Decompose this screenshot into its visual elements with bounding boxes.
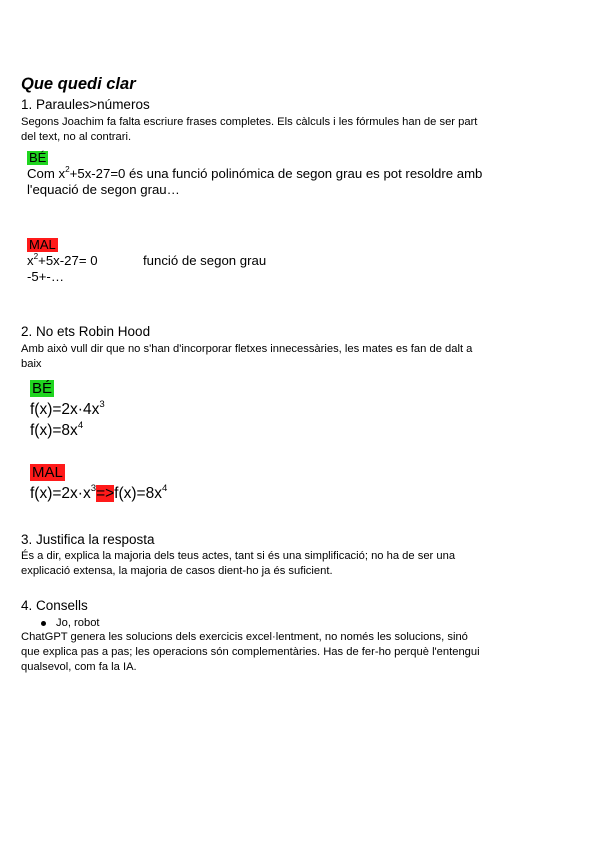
- section-2-heading: 2. No ets Robin Hood: [21, 324, 151, 339]
- section-1-heading: 1. Paraules>números: [21, 97, 150, 112]
- section-1-intro-line-1: Segons Joachim fa falta escriure frases completes. Els càlculs i les fórmules han de ser part: [21, 116, 478, 128]
- document-page: [21, 74, 541, 675]
- bad-right-text: funció de segon grau: [143, 253, 267, 268]
- section-2-intro-line-2: baix: [21, 358, 42, 370]
- section-2-intro-line-1: Amb això vull dir que no s'han d'incorporar fletxes innecessàries, les mates es fan de dalt a: [21, 343, 473, 355]
- formula: f(x)=8x: [30, 422, 78, 439]
- section-1-bad-line-2: -5+-…: [27, 269, 65, 284]
- exponent: 2: [33, 252, 39, 262]
- good-tag: BÉ: [32, 380, 53, 397]
- section-1-good-line-2: l'equació de segon grau…: [27, 182, 180, 197]
- section-2-good-example: [30, 378, 541, 399]
- section-4-line-1: ChatGPT genera les solucions dels exercicis excel·lentment, no només les solucions, sinó: [21, 631, 468, 643]
- section-4-line-2: que explica pas a pas; les operacions són complementàries. Has de fer-ho perquè l'entengui: [21, 646, 480, 658]
- bad-text: x: [27, 253, 34, 268]
- bad-tag: MAL: [29, 237, 56, 252]
- section-2-bad-example: [30, 462, 541, 483]
- formula: f(x)=2x·4x: [30, 401, 100, 418]
- bad-tag: MAL: [32, 464, 63, 481]
- arrow-highlight: =>: [96, 485, 115, 502]
- section-1-good-example: [27, 150, 541, 166]
- good-text: +5x-27=0 és una funció polinómica de segon grau es pot resoldre amb: [69, 166, 483, 181]
- exponent: 4: [77, 420, 84, 432]
- section-2-good-line-2: [30, 420, 541, 441]
- section-1-intro-line-2: del text, no al contrari.: [21, 131, 132, 143]
- good-text: Com x: [27, 166, 66, 181]
- section-2-good-line-1: [30, 399, 541, 420]
- exponent: 3: [99, 399, 105, 411]
- section-1-bad-line-1: [27, 253, 541, 269]
- section-4-heading: 4. Consells: [21, 598, 88, 613]
- section-4-line-3: qualsevol, com fa la IA.: [21, 661, 137, 673]
- page-title: Que quedi clar: [21, 75, 136, 93]
- formula: f(x)=2x·x: [30, 485, 91, 502]
- section-3-line-2: explicació extensa, la majoria de casos dient-ho ja és suficient.: [21, 565, 333, 577]
- exponent: 4: [161, 483, 168, 495]
- bullet-text: Jo, robot: [56, 617, 100, 629]
- section-2-bad-line: [30, 483, 541, 504]
- section-1-bad-example: [27, 237, 541, 253]
- exponent: 2: [65, 165, 70, 175]
- formula: f(x)=8x: [114, 485, 162, 502]
- section-3-heading: 3. Justifica la resposta: [21, 532, 155, 547]
- bullet-dot: [41, 621, 46, 626]
- bad-text: +5x-27= 0: [38, 253, 98, 268]
- bullet-item: [21, 616, 541, 630]
- section-3-line-1: És a dir, explica la majoria dels teus actes, tant si és una simplificació; no ha de ser una: [21, 550, 456, 562]
- good-tag: BÉ: [29, 150, 47, 165]
- section-1-good-line-1: [27, 166, 541, 182]
- exponent: 3: [90, 483, 97, 495]
